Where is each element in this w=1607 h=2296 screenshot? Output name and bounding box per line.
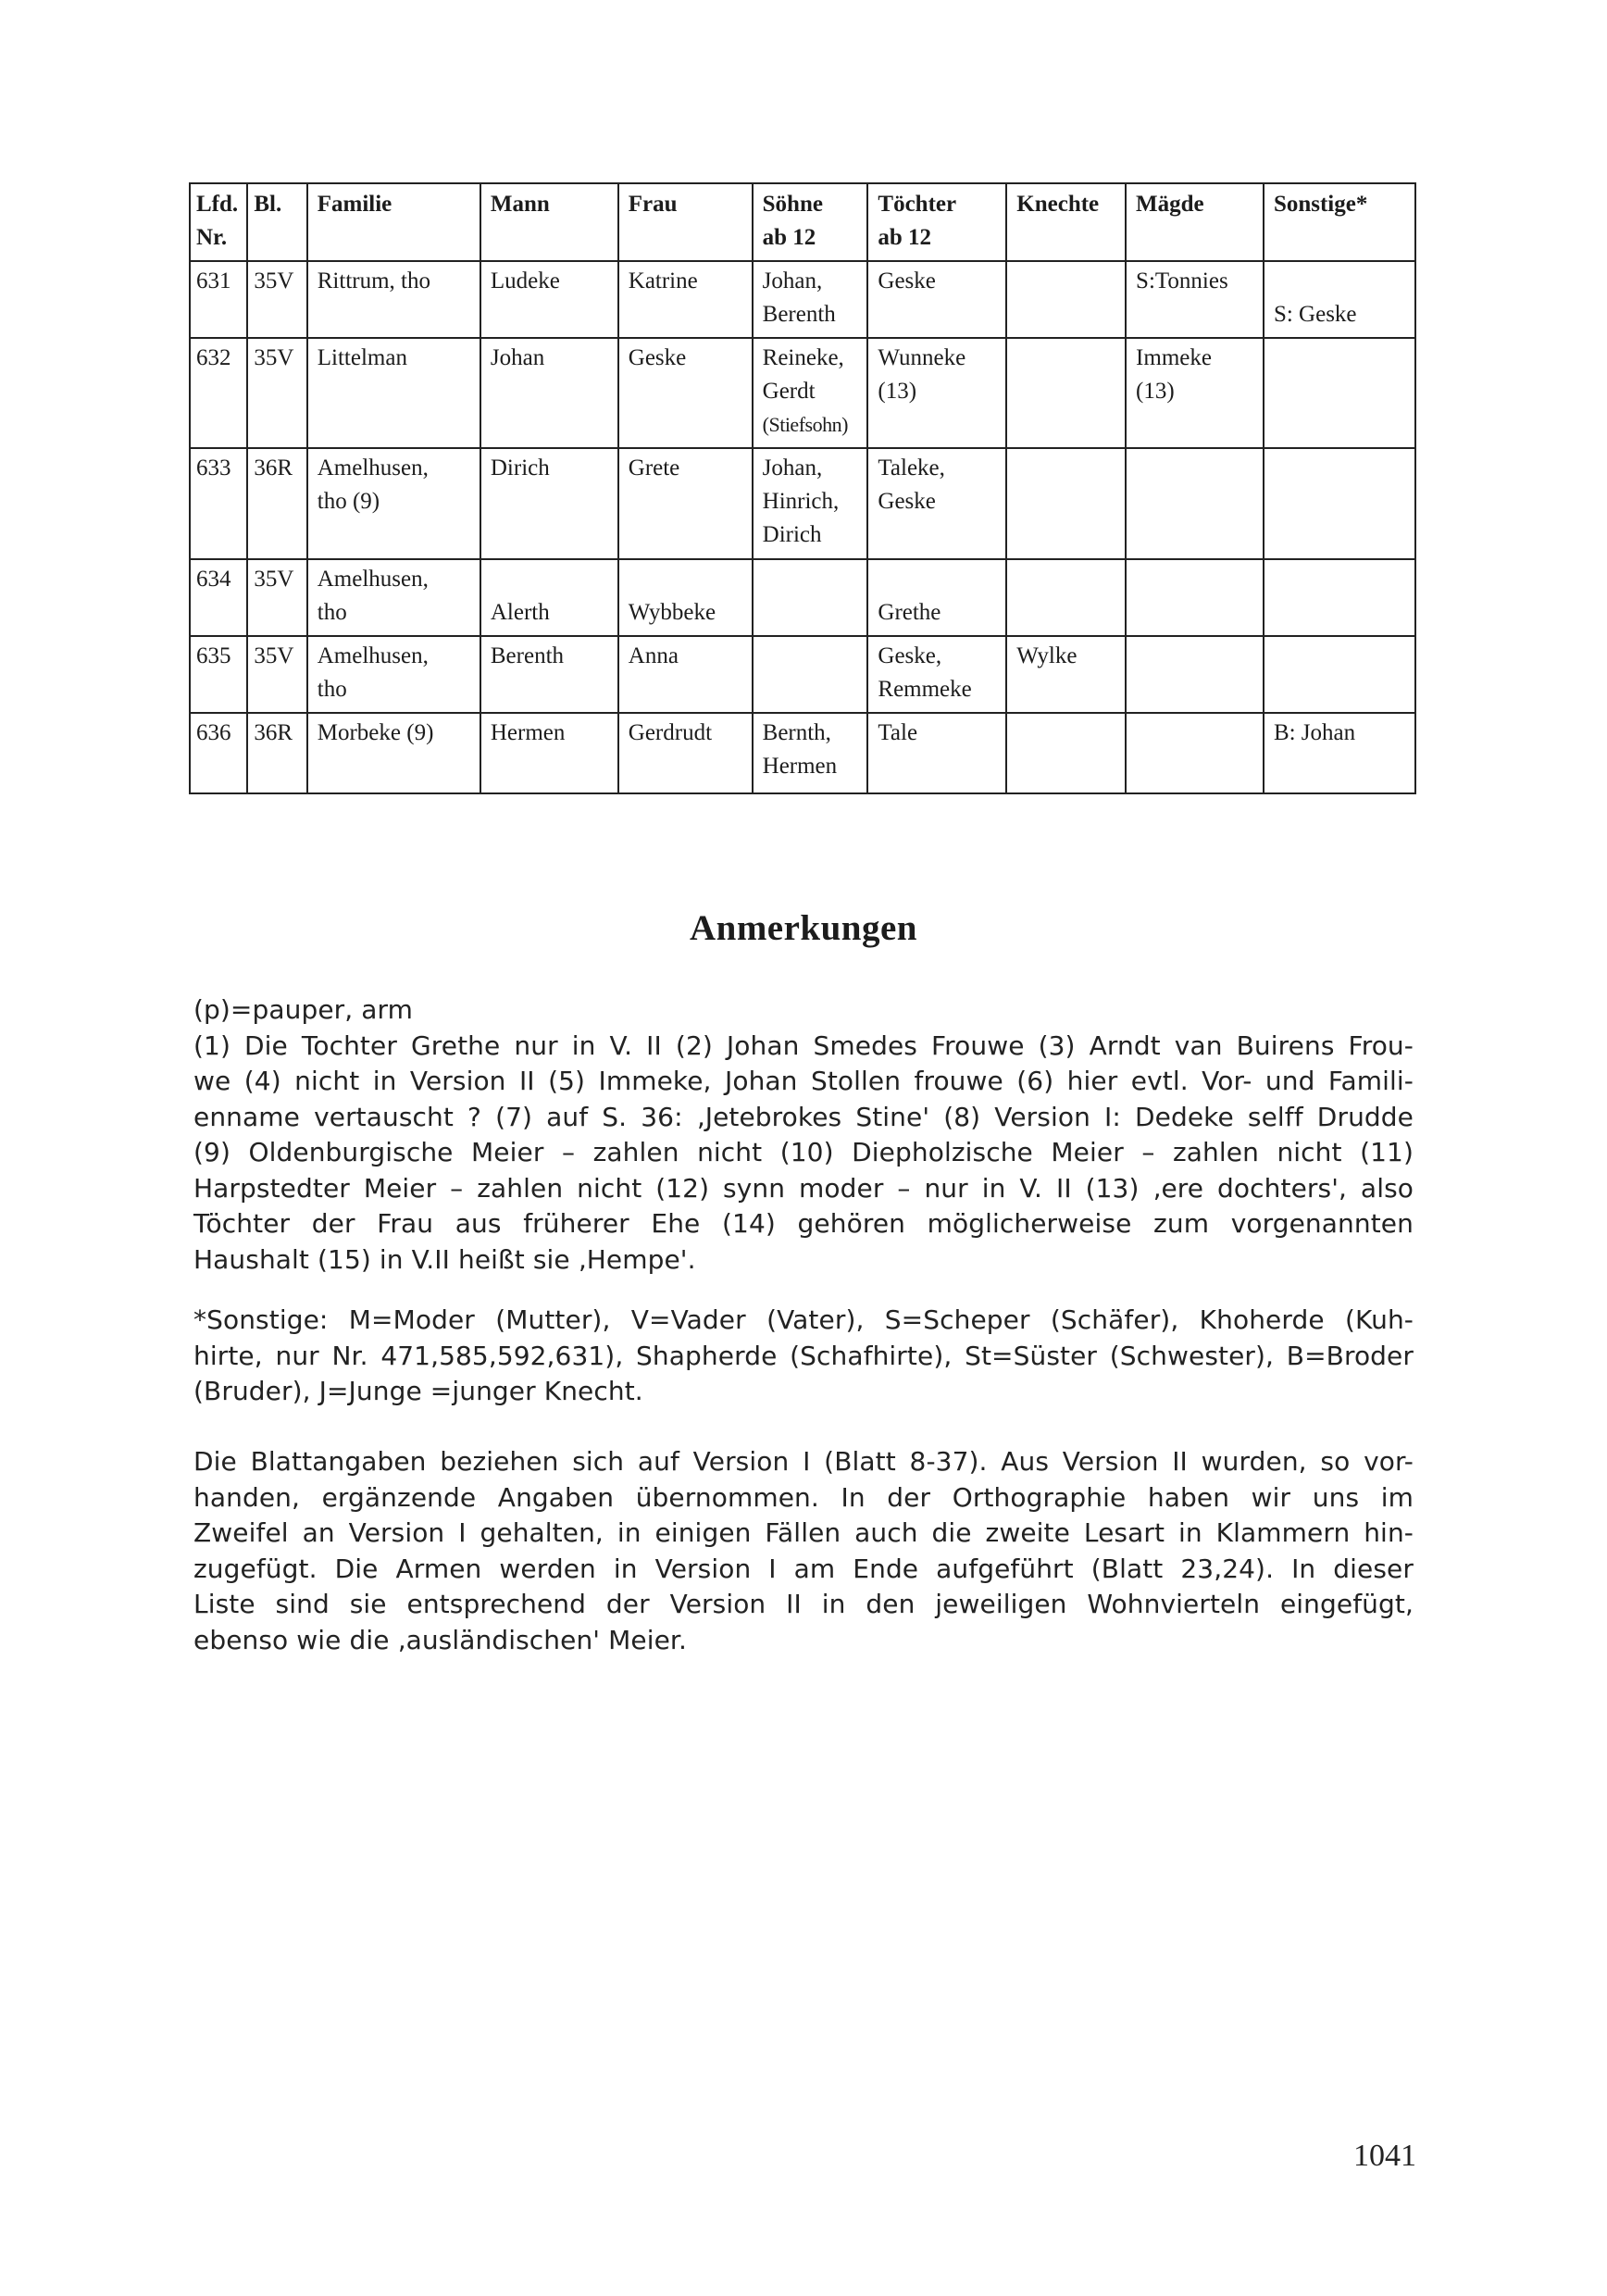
cell-nr: 635 xyxy=(190,636,247,713)
header-toechter: Töchter ab 12 xyxy=(867,183,1006,261)
text-line: Liste sind sie entsprechend der Version II in den jeweiligen Wohnvierteln eingefügt, xyxy=(193,1589,1414,1619)
cell-familie: Morbeke (9) xyxy=(307,713,480,793)
cell-blatt: 36R xyxy=(247,448,306,559)
text-line: ebenso wie die ‚ausländischen' Meier. xyxy=(193,1624,687,1655)
cell-familie: Rittrum, tho xyxy=(307,261,480,338)
table-row xyxy=(190,261,1415,338)
table-row xyxy=(190,636,1415,713)
cell-mann: Hermen xyxy=(480,713,618,793)
cell-toechter: Wunneke (13) xyxy=(867,338,1006,448)
text-line: we (4) nicht in Version II (5) Immeke, Johan Stollen frouwe (6) hier evtl. Vor- und Famili- xyxy=(193,1066,1414,1096)
cell-nr: 636 xyxy=(190,713,247,793)
table-row xyxy=(190,448,1415,559)
table-row xyxy=(190,559,1415,636)
header-soehne: Söhne ab 12 xyxy=(753,183,868,261)
text-line: hirte, nur Nr. 471,585,592,631), Shapherde (Schafhirte), St=Süster (Schwester), B=Broder xyxy=(193,1340,1414,1371)
page-number: 1041 xyxy=(1353,2139,1416,2173)
header-frau: Frau xyxy=(618,183,753,261)
table-row xyxy=(190,713,1415,793)
cell-toechter: Geske, Remmeke xyxy=(867,636,1006,713)
cell-familie: Amelhusen, tho (9) xyxy=(307,448,480,559)
cell-soehne: Bernth, Hermen xyxy=(753,713,868,793)
header-mann: Mann xyxy=(480,183,618,261)
cell-blatt: 35V xyxy=(247,559,306,636)
cell-sonstige xyxy=(1264,636,1415,713)
cell-toechter: Tale xyxy=(867,713,1006,793)
cell-blatt: 36R xyxy=(247,713,306,793)
notes-heading: Anmerkungen xyxy=(689,908,918,948)
cell-frau: Gerdrudt xyxy=(618,713,753,793)
cell-nr: 633 xyxy=(190,448,247,559)
cell-maegde: S:Tonnies xyxy=(1126,261,1264,338)
text-line: Töchter der Frau aus früherer Ehe (14) gehören möglicherweise zum vorgenannten xyxy=(193,1208,1414,1239)
notes-paragraph-sources xyxy=(193,1444,1414,1658)
notes-paragraph-abbreviations xyxy=(193,992,1414,1278)
cell-soehne xyxy=(753,559,868,636)
header-familie: Familie xyxy=(307,183,480,261)
cell-mann: Ludeke xyxy=(480,261,618,338)
cell-toechter: Taleke, Geske xyxy=(867,448,1006,559)
cell-mann: Dirich xyxy=(480,448,618,559)
cell-toechter: Grethe xyxy=(867,559,1006,636)
cell-sonstige xyxy=(1264,559,1415,636)
text-line: (Bruder), J=Junge =junger Knecht. xyxy=(193,1376,643,1406)
cell-familie: Amelhusen, tho xyxy=(307,559,480,636)
notes-paragraph-sonstige xyxy=(193,1303,1414,1410)
cell-nr: 631 xyxy=(190,261,247,338)
header-knechte: Knechte xyxy=(1006,183,1126,261)
cell-sonstige xyxy=(1264,448,1415,559)
cell-nr: 634 xyxy=(190,559,247,636)
header-lfd-nr: Lfd. Nr. xyxy=(190,183,247,261)
text-line: (p)=pauper, arm xyxy=(193,994,414,1025)
cell-mann: Alerth xyxy=(480,559,618,636)
cell-knechte xyxy=(1006,448,1126,559)
cell-toechter: Geske xyxy=(867,261,1006,338)
text-line: *Sonstige: M=Moder (Mutter), V=Vader (Vater), S=Scheper (Schäfer), Khoherde (Kuh- xyxy=(193,1304,1414,1335)
cell-maegde xyxy=(1126,713,1264,793)
cell-blatt: 35V xyxy=(247,338,306,448)
cell-maegde: Immeke (13) xyxy=(1126,338,1264,448)
household-register-table xyxy=(189,182,1416,794)
cell-knechte xyxy=(1006,261,1126,338)
cell-knechte xyxy=(1006,713,1126,793)
text-line: Die Blattangaben beziehen sich auf Version I (Blatt 8-37). Aus Version II wurden, so vor- xyxy=(193,1446,1414,1477)
cell-sonstige: S: Geske xyxy=(1264,261,1415,338)
cell-maegde xyxy=(1126,636,1264,713)
cell-frau: Geske xyxy=(618,338,753,448)
cell-familie: Amelhusen, tho xyxy=(307,636,480,713)
cell-nr: 632 xyxy=(190,338,247,448)
cell-mann: Johan xyxy=(480,338,618,448)
cell-sonstige: B: Johan xyxy=(1264,713,1415,793)
cell-soehne xyxy=(753,636,868,713)
cell-soehne: Johan, Berenth xyxy=(753,261,868,338)
cell-mann: Berenth xyxy=(480,636,618,713)
text-line: Zweifel an Version I gehalten, in einigen Fällen auch die zweite Lesart in Klammern hin- xyxy=(193,1517,1414,1548)
text-line: handen, ergänzende Angaben übernommen. In der Orthographie haben wir uns im xyxy=(193,1481,1414,1513)
table-header-row xyxy=(190,183,1415,261)
cell-soehne: Johan, Hinrich, Dirich xyxy=(753,448,868,559)
sons-names: Reineke, Gerdt xyxy=(762,345,844,404)
cell-maegde xyxy=(1126,559,1264,636)
cell-soehne xyxy=(753,338,868,448)
text-line: Haushalt (15) in V.II heißt sie ‚Hempe'. xyxy=(193,1243,696,1275)
cell-knechte xyxy=(1006,559,1126,636)
text-line: Harpstedter Meier – zahlen nicht (12) synn moder – nur in V. II (13) ‚ere dochters', also xyxy=(193,1172,1414,1204)
header-sonstige: Sonstige* xyxy=(1264,183,1415,261)
cell-frau: Anna xyxy=(618,636,753,713)
cell-knechte: Wylke xyxy=(1006,636,1126,713)
header-maegde: Mägde xyxy=(1126,183,1264,261)
cell-maegde xyxy=(1126,448,1264,559)
cell-frau: Katrine xyxy=(618,261,753,338)
header-blatt: Bl. xyxy=(247,183,306,261)
cell-sonstige xyxy=(1264,338,1415,448)
table-row xyxy=(190,338,1415,448)
cell-frau: Grete xyxy=(618,448,753,559)
cell-blatt: 35V xyxy=(247,636,306,713)
cell-blatt: 35V xyxy=(247,261,306,338)
text-line: (9) Oldenburgische Meier – zahlen nicht (10) Diepholzische Meier – zahlen nicht (11) xyxy=(193,1137,1414,1167)
cell-frau: Wybbeke xyxy=(618,559,753,636)
text-line: enname vertauscht ? (7) auf S. 36: ‚Jetebrokes Stine' (8) Version I: Dedeke selff Drudde xyxy=(193,1101,1414,1132)
text-line: zugefügt. Die Armen werden in Version I am Ende aufgeführt (Blatt 23,24). In dieser xyxy=(193,1553,1414,1584)
cell-knechte xyxy=(1006,338,1126,448)
text-line: (1) Die Tochter Grethe nur in V. II (2) Johan Smedes Frouwe (3) Arndt van Buirens Frou- xyxy=(193,1029,1414,1061)
cell-familie: Littelman xyxy=(307,338,480,448)
stepson-note: (Stiefsohn) xyxy=(762,413,848,436)
